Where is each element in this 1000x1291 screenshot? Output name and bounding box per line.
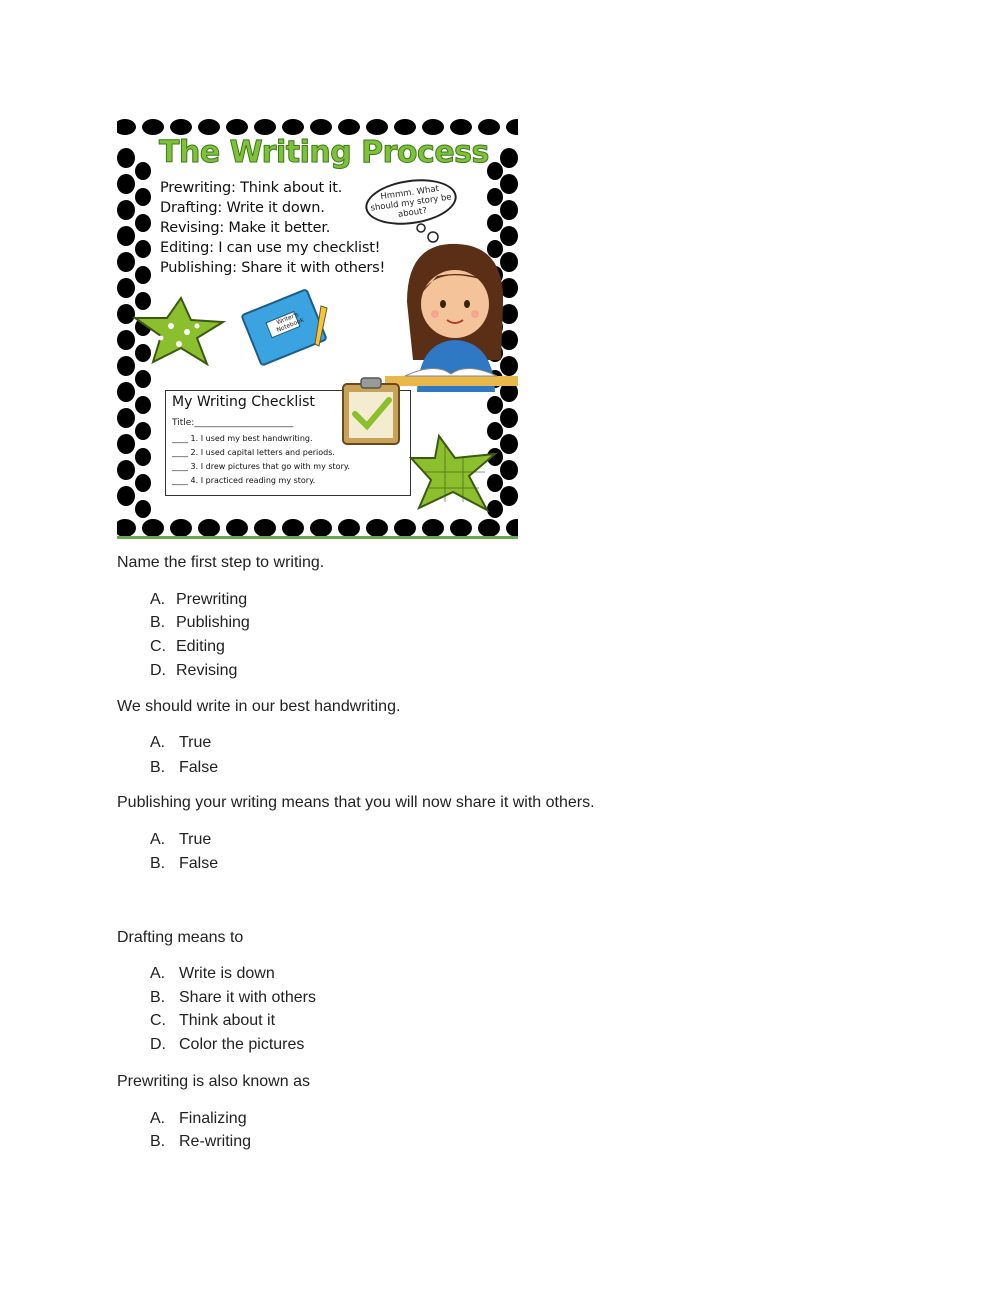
border-dot	[226, 519, 248, 537]
border-dot	[117, 252, 135, 272]
question-prompt: Prewriting is also known as	[117, 1073, 310, 1090]
border-dot	[254, 119, 276, 135]
question-prompt: Drafting means to	[117, 929, 244, 946]
border-dot	[500, 460, 518, 480]
border-dot	[117, 460, 135, 480]
option-text: Re-writing	[179, 1133, 252, 1150]
option-text: True	[179, 831, 212, 848]
border-dot	[310, 519, 332, 537]
border-dot	[254, 519, 276, 537]
border-dot	[135, 162, 151, 180]
step-revising: Revising: Make it better.	[160, 220, 331, 236]
border-dot	[500, 434, 518, 454]
border-dot	[282, 519, 304, 537]
border-dot	[500, 486, 518, 506]
border-dot	[117, 226, 135, 246]
border-dot	[117, 486, 135, 506]
checklist-item: ____ 2. I used capital letters and periods.	[172, 448, 335, 457]
option-letter: D.	[150, 662, 166, 679]
clipboard-check-icon	[339, 374, 403, 446]
border-dot	[117, 174, 135, 194]
border-dot	[500, 148, 518, 168]
border-dot	[506, 119, 518, 135]
option-letter: D.	[150, 1036, 166, 1053]
border-dot	[338, 119, 360, 135]
option-text: False	[179, 855, 219, 872]
border-dot	[338, 519, 360, 537]
option-text: Color the pictures	[179, 1036, 305, 1053]
poster-title: The Writing Process	[159, 135, 489, 170]
border-dot	[117, 119, 136, 135]
option-letter: B.	[150, 614, 166, 631]
border-dot	[135, 188, 151, 206]
border-dot	[422, 119, 444, 135]
step-publishing: Publishing: Share it with others!	[160, 260, 386, 276]
option-text: False	[179, 759, 219, 776]
option-text: Share it with others	[179, 989, 316, 1006]
border-dot	[282, 119, 304, 135]
border-dot	[117, 519, 136, 537]
step-prewriting: Prewriting: Think about it.	[160, 180, 343, 196]
option-text: True	[179, 734, 212, 751]
option-letter: B.	[150, 989, 166, 1006]
border-dot	[506, 519, 518, 537]
border-dot	[487, 396, 503, 414]
option-text: Finalizing	[179, 1110, 247, 1127]
notebook-label: Writer's Notebook	[275, 311, 305, 334]
border-dot	[135, 448, 151, 466]
star-plaid-icon	[409, 432, 501, 514]
border-dot	[117, 408, 135, 428]
border-dot	[487, 214, 503, 232]
question-prompt: Publishing your writing means that you will now share it with others.	[117, 794, 595, 811]
option-letter: A.	[150, 1110, 166, 1127]
border-dot	[450, 119, 472, 135]
border-dot	[394, 519, 416, 537]
border-dot	[422, 519, 444, 537]
option-letter: A.	[150, 591, 166, 608]
checklist-title-field: Title:______________________	[172, 418, 294, 428]
option-letter: B.	[150, 1133, 166, 1150]
border-dot	[487, 188, 503, 206]
border-dot	[500, 174, 518, 194]
writing-process-poster	[117, 118, 518, 539]
option-letter: A.	[150, 734, 166, 751]
star-polka-icon	[131, 296, 227, 366]
option-text: Write is down	[179, 965, 275, 982]
border-dot	[170, 119, 192, 135]
border-dot	[478, 519, 500, 537]
border-dot	[142, 519, 164, 537]
option-letter: C.	[150, 638, 166, 655]
border-dot	[198, 119, 220, 135]
option-text: Publishing	[176, 614, 250, 631]
border-dot	[117, 434, 135, 454]
option-text: Prewriting	[176, 591, 248, 608]
border-dot	[487, 162, 503, 180]
border-dot	[198, 519, 220, 537]
checklist-item: ____ 1. I used my best handwriting.	[172, 434, 313, 443]
border-dot	[135, 422, 151, 440]
question-prompt: We should write in our best handwriting.	[117, 698, 401, 715]
option-letter: A.	[150, 831, 166, 848]
border-dot	[135, 240, 151, 258]
checklist-item: ____ 3. I drew pictures that go with my story.	[172, 462, 350, 471]
option-letter: C.	[150, 1012, 166, 1029]
option-letter: A.	[150, 965, 166, 982]
border-dot	[310, 119, 332, 135]
border-dot	[226, 119, 248, 135]
border-dot	[135, 214, 151, 232]
border-dot	[135, 474, 151, 492]
option-text: Revising	[176, 662, 238, 679]
border-dot	[117, 278, 135, 298]
border-dot	[117, 200, 135, 220]
thought-bubble: Hmmm. What should my story be about?	[362, 174, 459, 230]
border-dot	[117, 382, 135, 402]
checklist-item: ____ 4. I practiced reading my story.	[172, 476, 316, 485]
border-dot	[117, 148, 135, 168]
border-dot	[450, 519, 472, 537]
border-dot	[170, 519, 192, 537]
border-dot	[366, 519, 388, 537]
step-editing: Editing: I can use my checklist!	[160, 240, 381, 256]
checklist-title: My Writing Checklist	[172, 394, 315, 410]
border-dot	[135, 500, 151, 518]
border-dot	[500, 200, 518, 220]
step-drafting: Drafting: Write it down.	[160, 200, 325, 216]
question-prompt: Name the first step to writing.	[117, 554, 325, 571]
option-text: Editing	[176, 638, 225, 655]
border-dot	[135, 396, 151, 414]
border-dot	[142, 119, 164, 135]
option-letter: B.	[150, 759, 166, 776]
option-letter: B.	[150, 855, 166, 872]
border-dot	[135, 266, 151, 284]
border-dot	[135, 370, 151, 388]
border-dot	[478, 119, 500, 135]
border-dot	[394, 119, 416, 135]
border-dot	[500, 408, 518, 428]
option-text: Think about it	[179, 1012, 276, 1029]
border-dot	[366, 119, 388, 135]
